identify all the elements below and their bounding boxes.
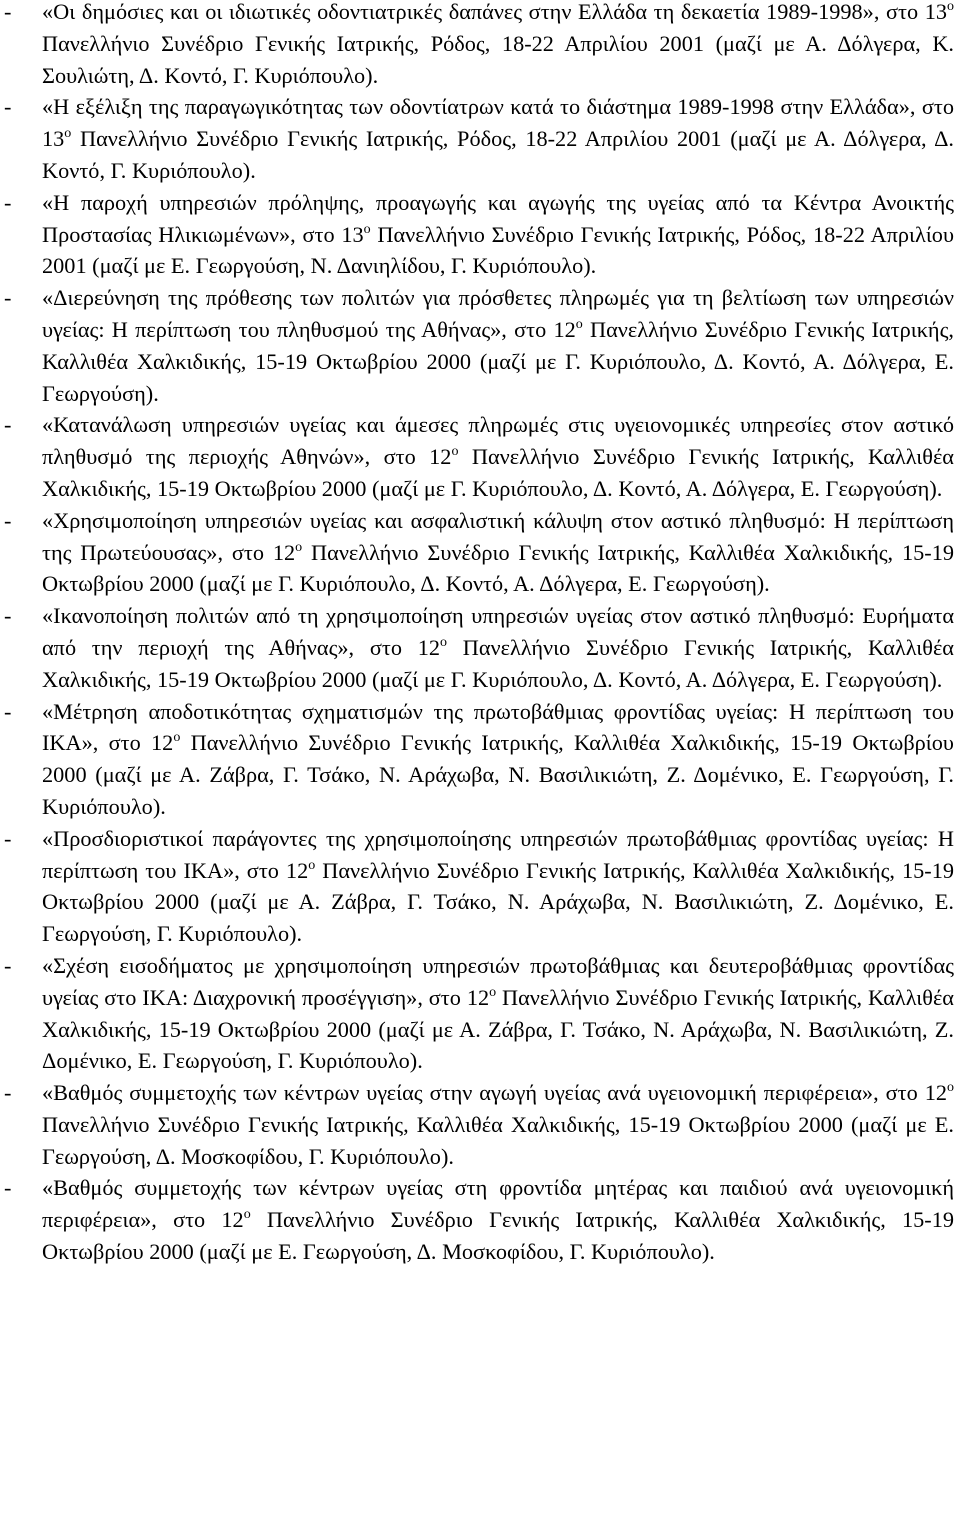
entry-text: «Διερεύνηση της πρόθεσης των πολιτών για πρόσθετες πληρωμές για τη βελτίωση των υπηρεσιών υγείας: Η περίπτωση του πληθυσμού της Αθήνας», στο 12 [42, 285, 954, 342]
ordinal-superscript: ο [363, 221, 371, 237]
entry-text: Πανελλήνιο Συνέδριο Γενικής Ιατρικής, Καλλιθέα Χαλκιδικής, 15-19 Οκτωβρίου 2000 (μαζί με Ε. Γεωργούση, Δ. Μοσκοφίδου, Γ. Κυριόπουλο). [42, 1111, 954, 1169]
list-item [0, 1172, 960, 1267]
list-dash: - [4, 1175, 12, 1201]
entry-text: Πανελλήνιο Συνέδριο Γενικής Ιατρικής, Καλλιθέα Χαλκιδικής, 15-19 Οκτωβρίου 2000 (μαζί με Γ. Κυριόπουλο, Δ. Κοντό, Α. Δόλγερα, Ε. Γεωργούση). [42, 444, 954, 501]
entry-text: «Η εξέλιξη της παραγωγικότητας των οδοντίατρων κατά το διάστημα 1989-1998 στην Ελλάδα», στο 13 [42, 94, 954, 152]
ordinal-superscript: ο [308, 857, 316, 873]
list-item [0, 950, 960, 1077]
list-dash: - [4, 0, 12, 24]
ordinal-superscript: ο [451, 444, 459, 460]
entry-text: «Κατανάλωση υπηρεσιών υγείας και άμεσες πληρωμές στις υγειονομικές υπηρεσίες στον αστικό πληθυσμό της περιοχής Αθηνών», στο 12 [42, 412, 954, 470]
entry-text: Πανελλήνιο Συνέδριο Γενικής Ιατρικής, Καλλιθέα Χαλκιδικής, 15-19 Οκτωβρίου 2000 (μαζί με Ε. Γεωργούση, Δ. Μοσκοφίδου, Γ. Κυριόπουλο). [42, 1207, 954, 1265]
list-item [0, 0, 960, 91]
ordinal-superscript: ο [440, 634, 447, 650]
entry-text: Πανελλήνιο Συνέδριο Γενικής Ιατρικής, Καλλιθέα Χαλκιδικής, 15-19 Οκτωβρίου 2000 (μαζί με Γ. Κυριόπουλο, Δ. Κοντό, Α. Δόλγερα, Ε. Γεωργούση). [42, 634, 954, 692]
entry-text: «Βαθμός συμμετοχής των κέντρων υγείας στη φροντίδα μητέρας και παιδιού ανά υγειονομική περιφέρεια», στο 12 [42, 1175, 954, 1233]
entry-text: Πανελλήνιο Συνέδριο Γενικής Ιατρικής, Ρόδος, 18-22 Απριλίου 2001 (μαζί με Α. Δόλγερα, Δ. Κοντό, Γ. Κυριόπουλο). [42, 126, 954, 183]
list-dash: - [4, 952, 12, 978]
entry-text: Πανελλήνιο Συνέδριο Γενικής Ιατρικής, Καλλιθέα Χαλκιδικής, 15-19 Οκτωβρίου 2000 (μαζί με Γ. Κυριόπουλο, Δ. Κοντό, Α. Δόλγερα, Ε. Γεωργούση). [42, 316, 954, 406]
entry-text: «Οι δημόσιες και οι ιδιωτικές οδοντιατρικές δαπάνες στην Ελλάδα τη δεκαετία 1989-1998», στο 13 [42, 0, 947, 24]
entry-text: «Ικανοποίηση πολιτών από τη χρησιμοποίηση υπηρεσιών υγείας στον αστικό πληθυσμό: Ευρήματα από την περιοχή της Αθήνας», στο 12 [42, 603, 954, 660]
list-dash: - [4, 189, 12, 215]
entry-text: Πανελλήνιο Συνέδριο Γενικής Ιατρικής, Ρόδος, 18-22 Απριλίου 2001 (μαζί με Ε. Γεωργούση, Ν. Δανιηλίδου, Γ. Κυριόπουλο). [42, 221, 955, 279]
list-item [0, 696, 960, 823]
list-dash: - [4, 94, 12, 120]
list-dash: - [4, 412, 12, 438]
list-item [0, 282, 960, 409]
list-dash: - [4, 825, 12, 851]
entry-text: Πανελλήνιο Συνέδριο Γενικής Ιατρικής, Ρόδος, 18-22 Απριλίου 2001 (μαζί με Α. Δόλγερα, Κ. Σουλιώτη, Δ. Κοντό, Γ. Κυριόπουλο). [42, 30, 954, 88]
list-item [0, 187, 960, 282]
list-dash: - [4, 1080, 12, 1106]
ordinal-superscript: ο [295, 539, 303, 555]
list-item [0, 600, 960, 695]
ordinal-superscript: ο [947, 1080, 954, 1096]
list-item [0, 823, 960, 950]
list-dash: - [4, 285, 12, 311]
list-dash: - [4, 507, 12, 533]
list-item [0, 409, 960, 504]
entry-text: «Προσδιοριστικοί παράγοντες της χρησιμοποίησης υπηρεσιών πρωτοβάθμιας φροντίδας υγείας: Η περίπτωση του ΙΚΑ», στο 12 [42, 825, 954, 883]
entry-text: «Σχέση εισοδήματος με χρησιμοποίηση υπηρεσιών πρωτοβάθμιας και δευτεροβάθμιας φροντίδας υγείας στο ΙΚΑ: Διαχρονική προσέγγιση», στο 12 [42, 952, 954, 1010]
entry-text: Πανελλήνιο Συνέδριο Γενικής Ιατρικής, Καλλιθέα Χαλκιδικής, 15-19 Οκτωβρίου 2000 (μαζί με Γ. Κυριόπουλο, Δ. Κοντό, Α. Δόλγερα, Ε. Γεωργούση). [42, 539, 955, 597]
ordinal-superscript: ο [947, 0, 954, 14]
entry-text: «Χρησιμοποίηση υπηρεσιών υγείας και ασφαλιστική κάλυψη στον αστικό πληθυσμό: Η περίπτωση της Πρωτεύουσας», στο 12 [42, 507, 954, 565]
entry-text: «Βαθμός συμμετοχής των κέντρων υγείας στην αγωγή υγείας ανά υγειονομική περιφέρεια», στο 12 [42, 1080, 947, 1106]
entry-text: Πανελλήνιο Συνέδριο Γενικής Ιατρικής, Καλλιθέα Χαλκιδικής, 15-19 Οκτωβρίου 2000 (μαζί με Α. Ζάβρα, Γ. Τσάκο, Ν. Αράχωβα, Ν. Βασιλικιώτη, Ζ. Δομένικο, Ε. Γεωργούση, Γ. Κυριόπουλο). [42, 984, 954, 1074]
ordinal-superscript: ο [64, 126, 72, 142]
ordinal-superscript: ο [243, 1207, 251, 1223]
ordinal-superscript: ο [489, 984, 497, 1000]
entry-text: Πανελλήνιο Συνέδριο Γενικής Ιατρικής, Καλλιθέα Χαλκιδικής, 15-19 Οκτωβρίου 2000 (μαζί με Α. Ζάβρα, Γ. Τσάκο, Ν. Αράχωβα, Ν. Βασιλικιώτη, Ζ. Δομένικο, Ε. Γεωργούση, Γ. Κυριόπουλο). [42, 857, 954, 947]
ordinal-superscript: ο [173, 730, 181, 746]
entry-text: Πανελλήνιο Συνέδριο Γενικής Ιατρικής, Καλλιθέα Χαλκιδικής, 15-19 Οκτωβρίου 2000 (μαζί με Α. Ζάβρα, Γ. Τσάκο, Ν. Αράχωβα, Ν. Βασιλικιώτη, Ζ. Δομένικο, Ε. Γεωργούση, Γ. Κυριόπουλο). [42, 730, 954, 819]
list-item [0, 91, 960, 186]
ordinal-superscript: ο [575, 316, 583, 332]
entry-text: «Η παροχή υπηρεσιών πρόληψης, προαγωγής και αγωγής της υγείας από τα Κέντρα Ανοικτής Προστασίας Ηλικιωμένων», στο 13 [42, 189, 954, 247]
entry-text: «Μέτρηση αποδοτικότητας σχηματισμών της πρωτοβάθμιας φροντίδας υγείας: Η περίπτωση του ΙΚΑ», στο 12 [42, 698, 954, 756]
list-dash: - [4, 603, 12, 629]
list-dash: - [4, 698, 12, 724]
list-item [0, 505, 960, 600]
list-item [0, 1077, 960, 1172]
